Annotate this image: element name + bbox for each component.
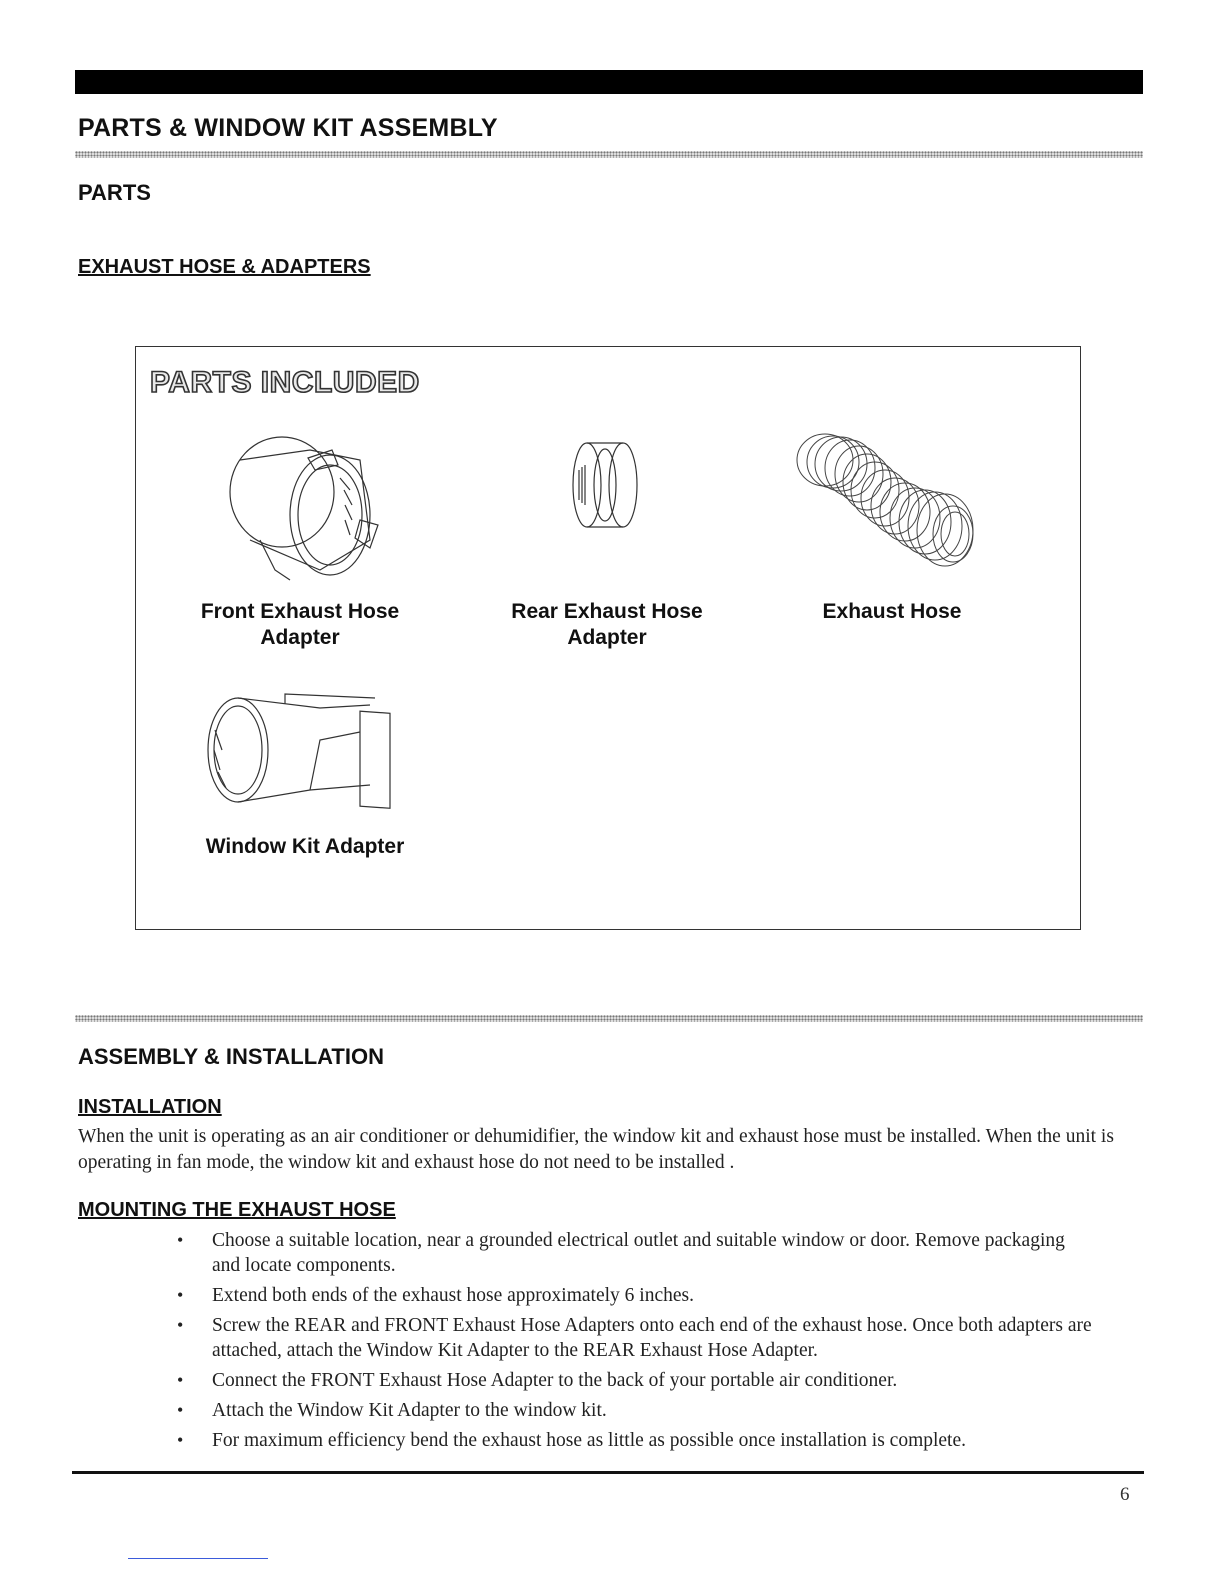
bottom-rule: [72, 1471, 1144, 1474]
exhaust-hose-icon: [795, 420, 985, 580]
caption-front-adapter: Front Exhaust Hose Adapter: [200, 600, 400, 649]
parts-heading-wrap: [78, 180, 151, 206]
top-black-bar: [75, 70, 1143, 94]
dotted-rule-middle: [75, 1015, 1143, 1022]
mounting-steps: [177, 1228, 1097, 1458]
caption-exhaust-hose: Exhaust Hose: [822, 600, 962, 623]
window-kit-adapter-icon: [200, 690, 410, 825]
section-title: PARTS & WINDOW KIT ASSEMBLY: [78, 114, 498, 142]
section-title-wrap: [78, 114, 498, 143]
scan-edge-line: [128, 1558, 268, 1559]
dotted-rule-top: [75, 151, 1143, 158]
exhaust-heading: EXHAUST HOSE & ADAPTERS: [78, 256, 371, 278]
mounting-step: • For maximum efficiency bend the exhaust hose as little as possible once installation is complete.: [177, 1428, 1097, 1453]
parts-heading: PARTS: [78, 180, 151, 205]
front-adapter-icon: [220, 430, 390, 590]
rear-adapter-icon: [565, 435, 645, 545]
page-number: 6: [1120, 1484, 1130, 1505]
mounting-step: • Choose a suitable location, near a grounded electrical outlet and suitable window or door. Remove packaging and locate components.: [177, 1228, 1097, 1278]
exhaust-heading-wrap: [78, 256, 371, 279]
assembly-heading: ASSEMBLY & INSTALLATION: [78, 1044, 384, 1069]
caption-rear-adapter: Rear Exhaust Hose Adapter: [511, 600, 703, 649]
mounting-step: • Extend both ends of the exhaust hose approximately 6 inches.: [177, 1283, 1097, 1308]
mounting-step: • Connect the FRONT Exhaust Hose Adapter to the back of your portable air conditioner.: [177, 1368, 1097, 1393]
mounting-heading-wrap: [78, 1199, 396, 1222]
parts-box-title: PARTS INCLUDED: [150, 366, 420, 399]
installation-heading: INSTALLATION: [78, 1096, 222, 1118]
caption-window-kit-adapter: Window Kit Adapter: [205, 835, 405, 858]
assembly-heading-wrap: [78, 1044, 384, 1070]
mounting-step: • Attach the Window Kit Adapter to the window kit.: [177, 1398, 1097, 1423]
installation-heading-wrap: [78, 1096, 222, 1119]
mounting-heading: MOUNTING THE EXHAUST HOSE: [78, 1199, 396, 1221]
mounting-step: • Screw the REAR and FRONT Exhaust Hose Adapters onto each end of the exhaust hose. Once both adapters are attached, attach the Window Kit Adapter to the REAR Exhaust Hose Adapter.: [177, 1313, 1097, 1363]
installation-text: When the unit is operating as an air conditioner or dehumidifier, the window kit and exhaust hose must be installed. When the unit is operating in fan mode, the window kit and exhaust hose do not need to be installed .: [78, 1126, 1114, 1173]
